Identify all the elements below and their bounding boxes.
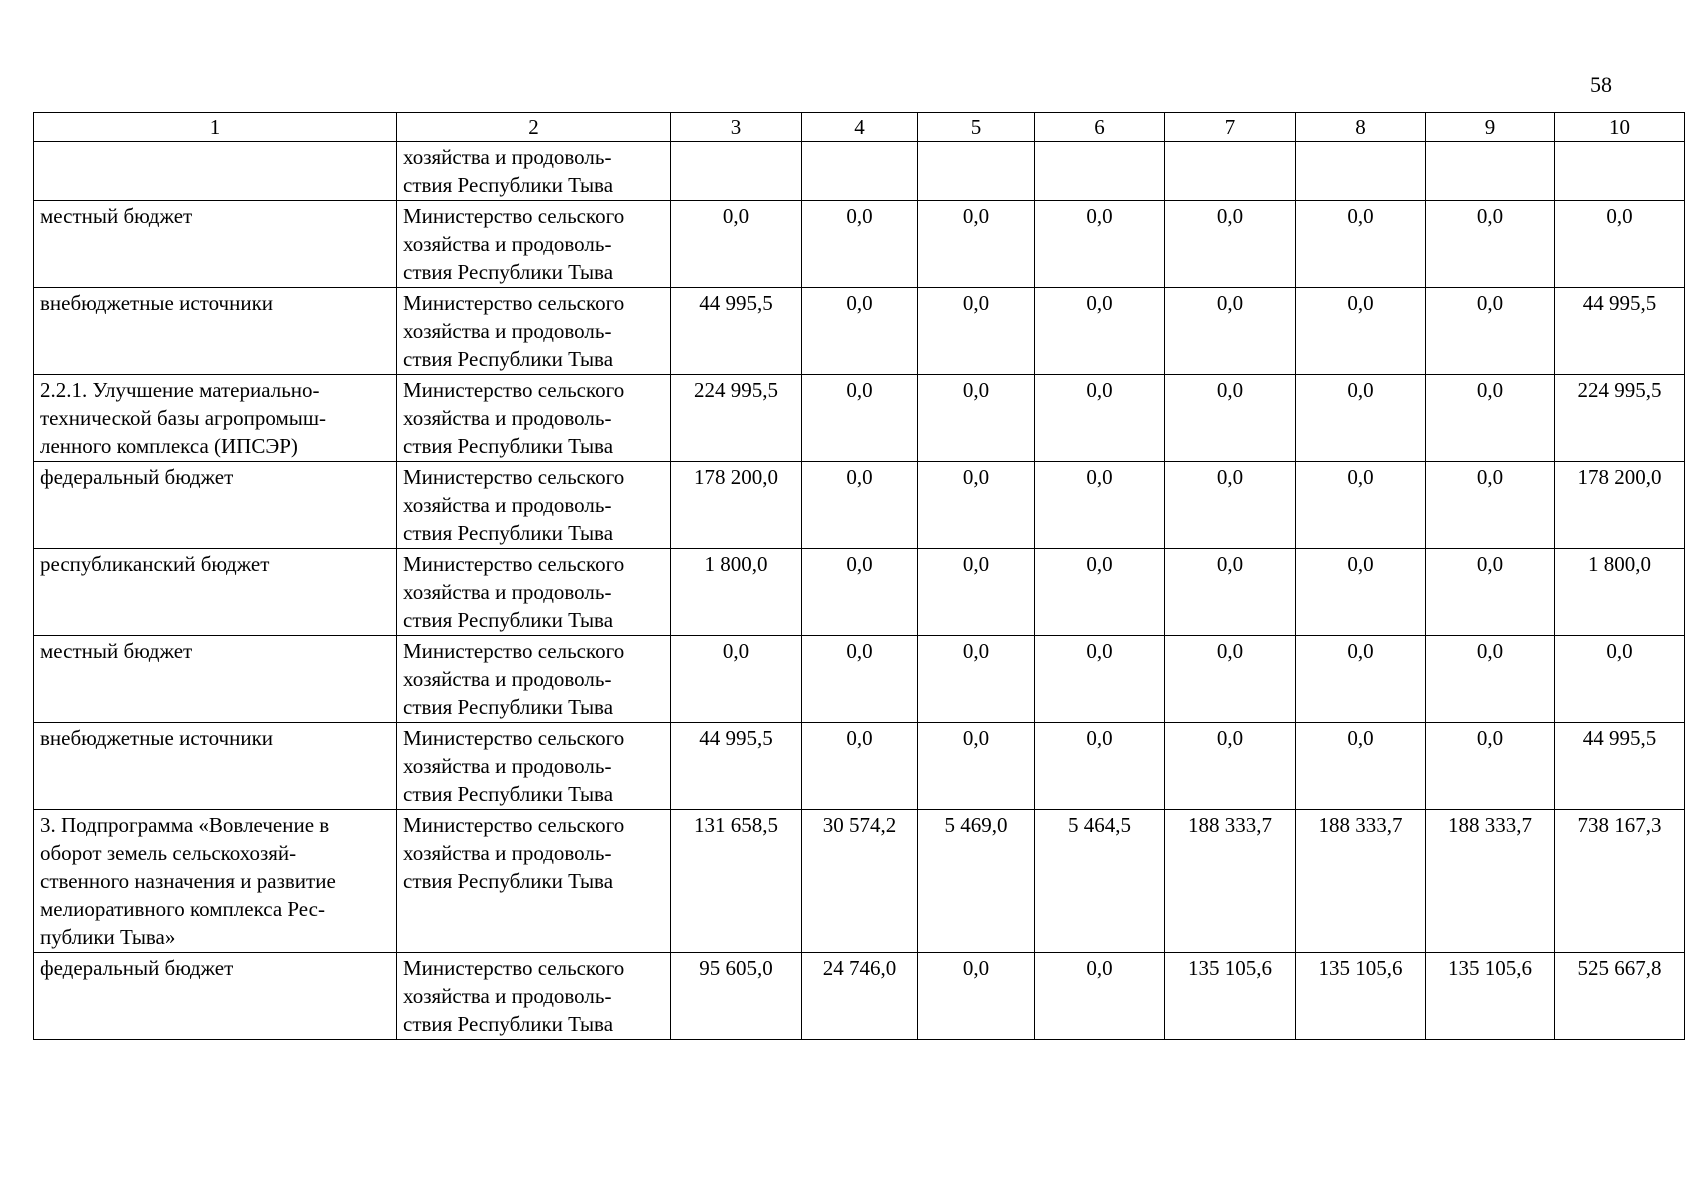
executor-line: ствия Республики Тыва xyxy=(403,869,614,893)
value-cell-col-9: 135 105,6 xyxy=(1426,953,1555,1040)
value-cell-col-9: 0,0 xyxy=(1426,636,1555,723)
executor-line: Министерство сельского xyxy=(403,291,625,315)
column-header-2: 2 xyxy=(397,113,671,142)
value-cell-col-7: 0,0 xyxy=(1165,549,1296,636)
row-name-line: внебюджетные источники xyxy=(40,726,274,750)
executor-line: Министерство сельского xyxy=(403,465,625,489)
value-cell-col-9: 0,0 xyxy=(1426,462,1555,549)
value-cell-col-10: 44 995,5 xyxy=(1555,723,1685,810)
value-cell-col-5: 0,0 xyxy=(918,375,1035,462)
table-row xyxy=(34,636,1685,723)
executor-cell xyxy=(397,201,671,288)
column-header-7: 7 xyxy=(1165,113,1296,142)
value-cell-col-4: 0,0 xyxy=(802,201,918,288)
value-cell-col-3: 1 800,0 xyxy=(671,549,802,636)
row-name-cell xyxy=(34,142,397,201)
row-name-line: ленного комплекса (ИПСЭР) xyxy=(40,434,298,458)
value-cell-col-8: 0,0 xyxy=(1296,375,1426,462)
page-number: 58 xyxy=(1590,72,1612,97)
table-row xyxy=(34,810,1685,953)
value-cell-col-5: 0,0 xyxy=(918,288,1035,375)
value-cell-col-4: 0,0 xyxy=(802,462,918,549)
value-cell-col-6: 0,0 xyxy=(1035,549,1165,636)
value-cell-col-9 xyxy=(1426,142,1555,201)
executor-cell xyxy=(397,549,671,636)
value-cell-col-10: 224 995,5 xyxy=(1555,375,1685,462)
executor-line: Министерство сельского xyxy=(403,204,625,228)
value-cell-col-3: 95 605,0 xyxy=(671,953,802,1040)
value-cell-col-8: 188 333,7 xyxy=(1296,810,1426,953)
column-header-4: 4 xyxy=(802,113,918,142)
value-cell-col-10: 738 167,3 xyxy=(1555,810,1685,953)
value-cell-col-5: 5 469,0 xyxy=(918,810,1035,953)
table-row xyxy=(34,723,1685,810)
value-cell-col-7: 0,0 xyxy=(1165,201,1296,288)
executor-cell xyxy=(397,636,671,723)
value-cell-col-10: 525 667,8 xyxy=(1555,953,1685,1040)
value-cell-col-6: 0,0 xyxy=(1035,723,1165,810)
value-cell-col-10: 0,0 xyxy=(1555,636,1685,723)
header-row xyxy=(34,113,1685,142)
value-cell-col-7: 0,0 xyxy=(1165,723,1296,810)
value-cell-col-8: 0,0 xyxy=(1296,201,1426,288)
value-cell-col-4: 0,0 xyxy=(802,288,918,375)
table-row xyxy=(34,549,1685,636)
value-cell-col-3: 44 995,5 xyxy=(671,723,802,810)
row-name-cell xyxy=(34,201,397,288)
value-cell-col-9: 188 333,7 xyxy=(1426,810,1555,953)
row-name-cell xyxy=(34,375,397,462)
executor-cell xyxy=(397,953,671,1040)
column-header-3: 3 xyxy=(671,113,802,142)
executor-line: хозяйства и продоволь- xyxy=(403,493,612,517)
row-name-line: 2.2.1. Улучшение материально- xyxy=(40,378,320,402)
row-name-line: ственного назначения и развитие xyxy=(40,869,336,893)
value-cell-col-9: 0,0 xyxy=(1426,723,1555,810)
table-row xyxy=(34,462,1685,549)
value-cell-col-9: 0,0 xyxy=(1426,201,1555,288)
column-header-9: 9 xyxy=(1426,113,1555,142)
table-row xyxy=(34,142,1685,201)
column-header-1: 1 xyxy=(34,113,397,142)
executor-line: хозяйства и продоволь- xyxy=(403,232,612,256)
executor-line: Министерство сельского xyxy=(403,726,625,750)
value-cell-col-7: 188 333,7 xyxy=(1165,810,1296,953)
row-name-line: мелиоративного комплекса Рес- xyxy=(40,897,325,921)
executor-line: ствия Республики Тыва xyxy=(403,521,614,545)
value-cell-col-8: 0,0 xyxy=(1296,288,1426,375)
value-cell-col-4: 24 746,0 xyxy=(802,953,918,1040)
value-cell-col-6: 0,0 xyxy=(1035,953,1165,1040)
value-cell-col-8: 0,0 xyxy=(1296,723,1426,810)
value-cell-col-4: 0,0 xyxy=(802,636,918,723)
executor-line: ствия Республики Тыва xyxy=(403,782,614,806)
table-row xyxy=(34,201,1685,288)
table-header xyxy=(34,113,1685,142)
value-cell-col-5: 0,0 xyxy=(918,636,1035,723)
value-cell-col-6: 0,0 xyxy=(1035,375,1165,462)
value-cell-col-6: 0,0 xyxy=(1035,201,1165,288)
value-cell-col-4: 0,0 xyxy=(802,723,918,810)
row-name-cell xyxy=(34,636,397,723)
table-row xyxy=(34,375,1685,462)
executor-line: хозяйства и продоволь- xyxy=(403,841,612,865)
executor-line: хозяйства и продоволь- xyxy=(403,754,612,778)
executor-cell xyxy=(397,375,671,462)
row-name-line: оборот земель сельскохозяй- xyxy=(40,841,297,865)
value-cell-col-5: 0,0 xyxy=(918,953,1035,1040)
executor-cell xyxy=(397,288,671,375)
value-cell-col-5: 0,0 xyxy=(918,723,1035,810)
value-cell-col-5: 0,0 xyxy=(918,201,1035,288)
value-cell-col-8: 0,0 xyxy=(1296,549,1426,636)
value-cell-col-6: 0,0 xyxy=(1035,636,1165,723)
row-name-line: публики Тыва» xyxy=(40,925,176,949)
value-cell-col-4 xyxy=(802,142,918,201)
executor-line: Министерство сельского xyxy=(403,378,625,402)
budget-table xyxy=(33,112,1685,1040)
executor-line: Министерство сельского xyxy=(403,639,625,663)
executor-cell xyxy=(397,810,671,953)
executor-line: ствия Республики Тыва xyxy=(403,173,614,197)
column-header-6: 6 xyxy=(1035,113,1165,142)
value-cell-col-3: 224 995,5 xyxy=(671,375,802,462)
value-cell-col-9: 0,0 xyxy=(1426,288,1555,375)
value-cell-col-4: 0,0 xyxy=(802,549,918,636)
value-cell-col-3: 0,0 xyxy=(671,636,802,723)
executor-line: ствия Республики Тыва xyxy=(403,1012,614,1036)
value-cell-col-6: 0,0 xyxy=(1035,462,1165,549)
value-cell-col-8 xyxy=(1296,142,1426,201)
value-cell-col-6 xyxy=(1035,142,1165,201)
executor-cell xyxy=(397,723,671,810)
value-cell-col-7: 0,0 xyxy=(1165,636,1296,723)
row-name-line: федеральный бюджет xyxy=(40,956,234,980)
value-cell-col-6: 5 464,5 xyxy=(1035,810,1165,953)
table-row xyxy=(34,953,1685,1040)
value-cell-col-10: 44 995,5 xyxy=(1555,288,1685,375)
value-cell-col-3: 131 658,5 xyxy=(671,810,802,953)
value-cell-col-4: 0,0 xyxy=(802,375,918,462)
executor-line: ствия Республики Тыва xyxy=(403,608,614,632)
row-name-cell xyxy=(34,288,397,375)
executor-line: хозяйства и продоволь- xyxy=(403,145,612,169)
row-name-cell xyxy=(34,953,397,1040)
value-cell-col-8: 0,0 xyxy=(1296,636,1426,723)
value-cell-col-5: 0,0 xyxy=(918,462,1035,549)
row-name-line: внебюджетные источники xyxy=(40,291,274,315)
value-cell-col-8: 0,0 xyxy=(1296,462,1426,549)
column-header-10: 10 xyxy=(1555,113,1685,142)
row-name-line: федеральный бюджет xyxy=(40,465,234,489)
executor-line: хозяйства и продоволь- xyxy=(403,580,612,604)
value-cell-col-4: 30 574,2 xyxy=(802,810,918,953)
executor-line: Министерство сельского xyxy=(403,552,625,576)
value-cell-col-10 xyxy=(1555,142,1685,201)
row-name-cell xyxy=(34,549,397,636)
executor-line: хозяйства и продоволь- xyxy=(403,406,612,430)
table-row xyxy=(34,288,1685,375)
column-header-8: 8 xyxy=(1296,113,1426,142)
value-cell-col-7: 0,0 xyxy=(1165,462,1296,549)
value-cell-col-7: 0,0 xyxy=(1165,375,1296,462)
row-name-cell xyxy=(34,723,397,810)
executor-line: Министерство сельского xyxy=(403,813,625,837)
value-cell-col-3: 178 200,0 xyxy=(671,462,802,549)
executor-line: Министерство сельского xyxy=(403,956,625,980)
executor-line: хозяйства и продоволь- xyxy=(403,984,612,1008)
executor-line: хозяйства и продоволь- xyxy=(403,667,612,691)
value-cell-col-5: 0,0 xyxy=(918,549,1035,636)
value-cell-col-5 xyxy=(918,142,1035,201)
value-cell-col-8: 135 105,6 xyxy=(1296,953,1426,1040)
executor-line: ствия Республики Тыва xyxy=(403,695,614,719)
row-name-cell xyxy=(34,462,397,549)
row-name-line: технической базы агропромыш- xyxy=(40,406,327,430)
row-name-line: местный бюджет xyxy=(40,639,193,663)
executor-cell xyxy=(397,462,671,549)
executor-cell xyxy=(397,142,671,201)
value-cell-col-6: 0,0 xyxy=(1035,288,1165,375)
executor-line: хозяйства и продоволь- xyxy=(403,319,612,343)
row-name-line: республиканский бюджет xyxy=(40,552,270,576)
value-cell-col-7: 0,0 xyxy=(1165,288,1296,375)
value-cell-col-9: 0,0 xyxy=(1426,375,1555,462)
value-cell-col-3 xyxy=(671,142,802,201)
row-name-line: 3. Подпрограмма «Вовлечение в xyxy=(40,813,330,837)
executor-line: ствия Республики Тыва xyxy=(403,260,614,284)
table-body xyxy=(34,142,1685,1040)
executor-line: ствия Республики Тыва xyxy=(403,434,614,458)
column-header-5: 5 xyxy=(918,113,1035,142)
value-cell-col-3: 44 995,5 xyxy=(671,288,802,375)
value-cell-col-7: 135 105,6 xyxy=(1165,953,1296,1040)
executor-line: ствия Республики Тыва xyxy=(403,347,614,371)
value-cell-col-9: 0,0 xyxy=(1426,549,1555,636)
value-cell-col-10: 0,0 xyxy=(1555,201,1685,288)
value-cell-col-10: 178 200,0 xyxy=(1555,462,1685,549)
value-cell-col-10: 1 800,0 xyxy=(1555,549,1685,636)
row-name-cell xyxy=(34,810,397,953)
value-cell-col-7 xyxy=(1165,142,1296,201)
row-name-line: местный бюджет xyxy=(40,204,193,228)
value-cell-col-3: 0,0 xyxy=(671,201,802,288)
